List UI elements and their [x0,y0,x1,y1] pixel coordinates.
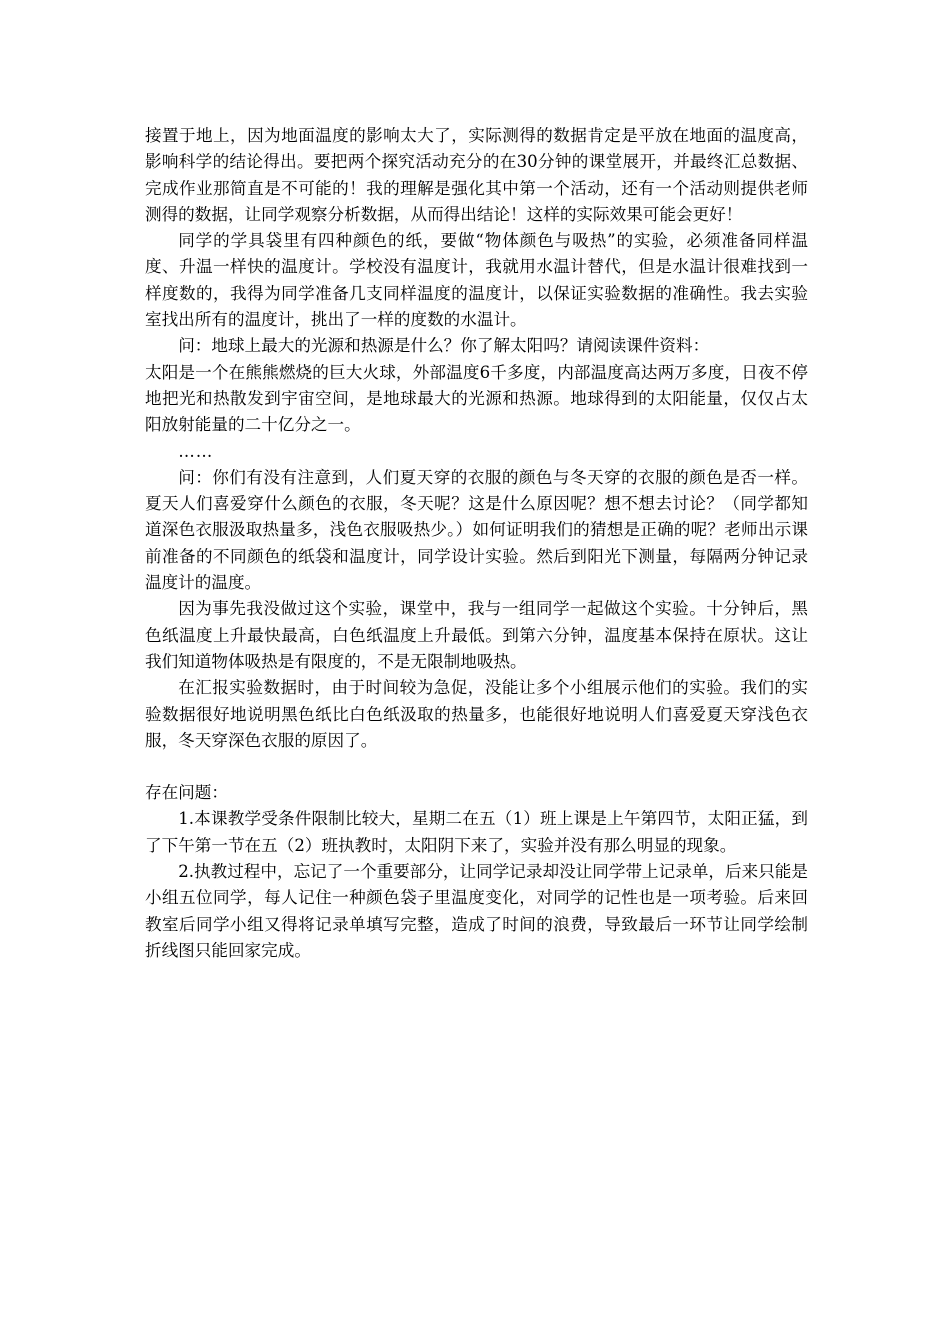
paragraph-continuation: 接置于地上，因为地面温度的影响太大了，实际测得的数据肯定是平放在地面的温度高，影响科学的结论得出。要把两个探究活动充分的在30分钟的课堂展开，并最终汇总数据、完成作业那简直是不可能的！我的理解是强化其中第一个活动，还有一个活动则提供老师测得的数据，让同学观察分析数据，从而得出结论！这样的实际效果可能会更好！ [145,126,808,224]
document-page [145,123,808,964]
paragraph-thermometers: 同学的学具袋里有四种颜色的纸，要做“物体颜色与吸热”的实验，必须准备同样温度、升温一样快的温度计。学校没有温度计，我就用水温计替代，但是水温计很难找到一样度数的，我得为同学准备几支同样温度的温度计，以保证实验数据的准确性。我去实验室找出所有的温度计，挑出了一样的度数的水温计。 [145,231,808,330]
paragraph-question-sun: 问：地球上最大的光源和热源是什么？你了解太阳吗？请阅读课件资料： [178,336,710,356]
problem-item-1: 1.本课教学受条件限制比较大，星期二在五（1）班上课是上午第四节，太阳正猛，到了下午第一节在五（2）班执教时，太阳阴下来了，实验并没有那么明显的现象。 [145,809,808,855]
paragraph-sun-info: 太阳是一个在熊熊燃烧的巨大火球，外部温度6千多度，内部温度高达两万多度，日夜不停地把光和热散发到宇宙空间，是地球最大的光源和热源。地球得到的太阳能量，仅仅占太阳放射能量的二十亿分之一。 [145,362,808,435]
paragraph-question-clothes: 问：你们有没有注意到，人们夏天穿的衣服的颜色与冬天穿的衣服的颜色是否一样。夏天人们喜爱穿什么颜色的衣服，冬天呢？这是什么原因呢？想不想去讨论？（同学都知道深色衣服汲取热量多，浅色衣服吸热少。）如何证明我们的猜想是正确的呢？老师出示课前准备的不同颜色的纸袋和温度计，同学设计实验。然后到阳光下测量，每隔两分钟记录温度计的温度。 [145,467,808,593]
paragraph-experiment: 因为事先我没做过这个实验，课堂中，我与一组同学一起做这个实验。十分钟后，黑色纸温度上升最快最高，白色纸温度上升最低。到第六分钟，温度基本保持在原状。这让我们知道物体吸热是有限度的，不是无限制地吸热。 [145,599,808,671]
paragraph-report: 在汇报实验数据时，由于时间较为急促，没能让多个小组展示他们的实验。我们的实验数据很好地说明黑色纸比白色纸汲取的热量多，也能很好地说明人们喜爱夏天穿浅色衣服，冬天穿深色衣服的原因了。 [145,678,808,750]
ellipsis: …… [178,441,214,461]
problems-heading: 存在问题： [145,783,228,803]
problem-item-2: 2.执教过程中，忘记了一个重要部分，让同学记录却没让同学带上记录单，后来只能是小组五位同学，每人记住一种颜色袋子里温度变化，对同学的记性也是一项考验。后来回教室后同学小组又得将记录单填写完整，造成了时间的浪费，导致最后一环节让同学绘制折线图只能回家完成。 [145,862,808,960]
